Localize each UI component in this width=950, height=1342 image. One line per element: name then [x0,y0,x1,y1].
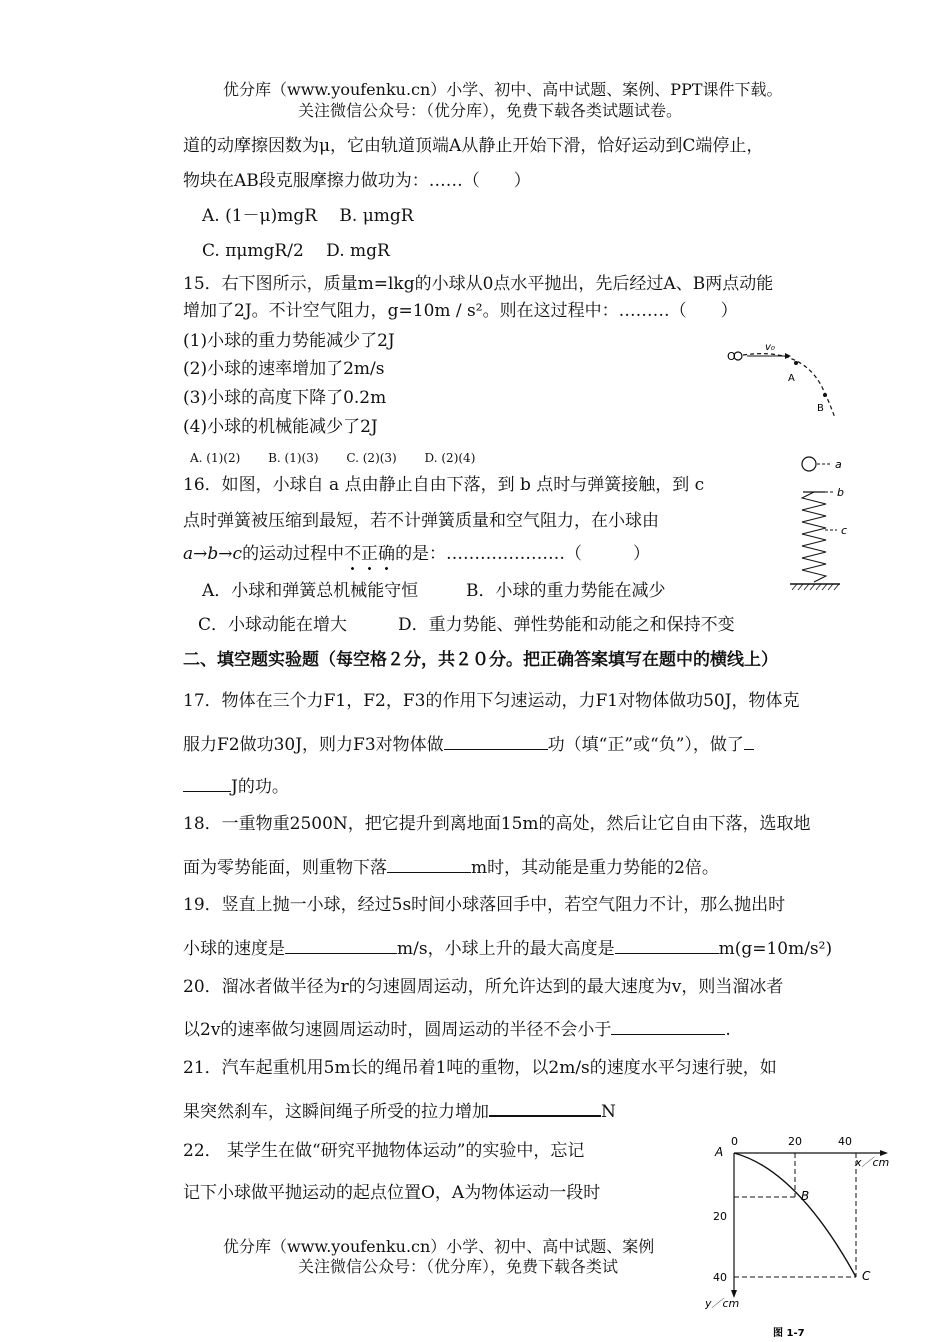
q21-line-1: 21．汽车起重机用5m长的绳吊着1吨的重物，以2m/s的速度水平匀速行驶，如 [183,1058,777,1078]
y-tick-40: 40 [713,1271,727,1284]
q21-line-2 [183,1099,616,1123]
q20-line-2-post: . [725,1020,731,1040]
q19-line-2 [183,937,832,960]
q15-statement-3: (3)小球的高度下降了0.2m [183,388,387,408]
q17-line-2 [183,733,754,756]
q18-blank[interactable] [387,856,471,873]
q17-line-3-post: J的功。 [231,777,289,797]
q18-line-2 [183,856,719,879]
q20-blank[interactable] [611,1018,725,1035]
q16-spring-figure [785,450,860,595]
section-2-heading: 二、填空题实验题（每空格２分，共２０分。把正确答案填写在题中的横线上） [183,650,778,670]
q16-option-c: C．小球动能在增大 [198,615,348,635]
footer-line-2: 关注微信公众号：（优分库），免费下载各类试 [298,1257,619,1276]
label-v0: v₀ [765,342,775,353]
q16-line-3-post: 的是：…………………（ ） [395,544,651,564]
y-axis-label: y／cm [705,1297,740,1310]
header-line-2: 关注微信公众号：（优分库），免费下载各类试题试卷。 [298,101,683,120]
figure-caption: 图 1-7 [773,1328,805,1339]
q14-line-2: 物块在AB段克服摩擦力做功为：……（ ） [183,171,531,191]
q19-blank-2[interactable] [615,937,719,954]
point-b-label: B [801,1189,810,1203]
q14-options-row-2: C. πμmgR/2 D. mgR [202,241,390,261]
q14-options-row-1: A. (1－μ)mgR B. μmgR [202,206,414,226]
q16-option-d: D．重力势能、弹性势能和动能之和保持不变 [398,615,735,635]
q16-option-b: B．小球的重力势能在减少 [466,581,666,601]
label-b: B [817,403,824,414]
ground-hatch [792,584,839,590]
header-line-1: 优分库（www.youfenku.cn）小学、初中、高中试题、案例、PPT课件下载。 [223,80,783,99]
q20-line-2-pre: 以2v的速率做匀速圆周运动时，圆周运动的半径不会小于 [183,1020,612,1040]
q17-line-1: 17．物体在三个力F1，F2，F3的作用下匀速运动，力F1对物体做功50J，物体克 [183,691,800,711]
q16-arrow-2: → [218,544,233,564]
x-tick-0: 0 [731,1135,738,1148]
q16-point-c: c [232,544,243,564]
q16-point-b: b [207,544,219,564]
q16-line-2: 点时弹簧被压缩到最短，若不计弹簧质量和空气阻力，在小球由 [183,511,659,531]
q16-line-3 [183,543,650,565]
spring-label-a: a [835,458,842,471]
q17-line-3 [183,775,289,798]
q15-figure [725,335,845,425]
q17-blank-1[interactable] [444,733,548,750]
point-b-marker [823,393,827,397]
velocity-arrowhead-icon [785,353,791,359]
q22-line-2: 记下小球做平抛运动的起点位置O，A为物体运动一段时 [183,1183,601,1203]
q16-line-3-mid: 的运动过程中 [242,544,345,564]
point-a-marker [794,361,798,365]
ball-icon [802,457,816,471]
q15-statement-4: (4)小球的机械能减少了2J [183,417,378,437]
spring-label-b: b [837,486,844,499]
q16-line-1: 16．如图，小球自 a 点由静止自由下落，到 b 点时与弹簧接触，到 c [183,475,705,495]
q16-arrow-1: → [193,544,208,564]
q19-blank-1[interactable] [285,937,397,954]
fig-1-7 [705,1130,910,1340]
q17-blank-2[interactable] [183,775,231,792]
q15-options: A. (1)(2) B. (1)(3) C. (2)(3) D. (2)(4) [190,451,476,465]
footer-line-1: 优分库（www.youfenku.cn）小学、初中、高中试题、案例 [223,1237,655,1256]
q16-emphasis: 不正确 [344,544,396,564]
q15-statement-1: (1)小球的重力势能减少了2J [183,331,395,351]
q21-line-2-pre: 果突然刹车，这瞬间绳子所受的拉力增加 [183,1102,489,1122]
x-tick-20: 20 [788,1135,802,1148]
point-a-label: A [715,1145,724,1159]
q17-blank-2-start[interactable] [744,733,754,750]
q22-line-1: 22． 某学生在做“研究平抛物体运动”的实验中，忘记 [183,1141,585,1161]
point-c-label: C [862,1269,871,1283]
q18-line-2-post: m时，其动能是重力势能的2倍。 [471,858,719,878]
q17-line-2-mid: 功（填“正”或“负”），做了 [547,735,744,755]
q19-line-1: 19．竖直上抛一小球，经过5s时间小球落回手中，若空气阻力不计，那么抛出时 [183,895,786,915]
y-tick-20: 20 [713,1210,727,1223]
x-tick-40: 40 [838,1135,852,1148]
q21-blank[interactable] [489,1099,601,1117]
q20-line-2 [183,1018,731,1041]
q15-line-2: 增加了2J。不计空气阻力，g=10m / s²。则在这过程中：………（ ） [183,301,738,321]
q19-line-2-pre: 小球的速度是 [183,939,285,959]
q16-point-a: a [183,544,194,564]
q18-line-1: 18．一重物重2500N，把它提升到离地面15m的高处，然后让它自由下落，选取地 [183,814,811,834]
q16-option-a: A．小球和弹簧总机械能守恒 [202,581,419,601]
q21-line-2-post: N [601,1102,616,1122]
q20-line-1: 20．溜冰者做半径为r的匀速圆周运动，所允许达到的最大速度为v，则当溜冰者 [183,977,784,997]
x-axis-label: x／cm [855,1156,890,1169]
q19-line-2-mid: m/s，小球上升的最大高度是 [397,939,615,959]
spring-icon [802,492,826,582]
q15-line-1: 15．右下图所示，质量m=lkg的小球从0点水平抛出，先后经过A、B两点动能 [183,274,774,294]
q18-line-2-pre: 面为零势能面，则重物下落 [183,858,387,878]
label-o: O [727,350,736,363]
spring-label-c: c [841,524,848,537]
q15-statement-2: (2)小球的速率增加了2m/s [183,359,385,379]
label-a: A [788,373,795,384]
q17-line-2-pre: 服力F2做功30J，则力F3对物体做 [183,735,444,755]
q14-line-1: 道的动摩擦因数为μ，它由轨道顶端A从静止开始下滑，恰好运动到C端停止， [183,136,764,156]
q19-line-2-post: m(g=10m/s²) [718,939,833,959]
